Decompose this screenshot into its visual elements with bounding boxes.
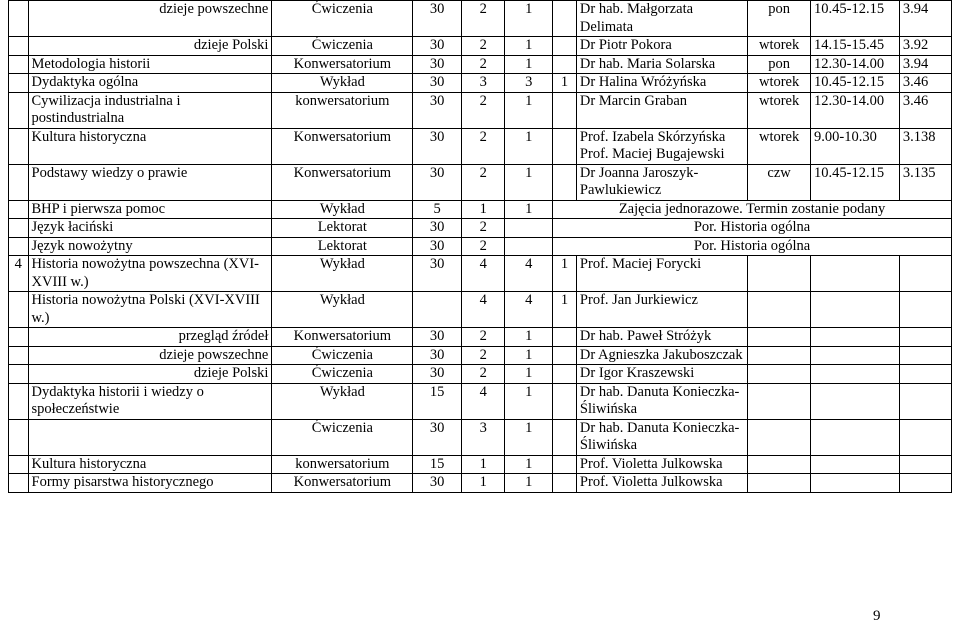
form-cell: Wykład [272,74,413,93]
table-row [9,92,952,128]
ects-cell: 1 [505,455,553,474]
hours-cell: 30 [413,237,462,256]
ects-cell: 1 [505,92,553,128]
teacher-cell: Dr Piotr Pokora [576,37,747,56]
table-row [9,237,952,256]
ects-cell: 1 [505,200,553,219]
form-cell: Wykład [272,200,413,219]
teacher-cell: Dr hab. Danuta Konieczka-Śliwińska [576,419,747,455]
table-row [9,474,952,493]
extra-cell [553,455,577,474]
room-cell: 3.94 [899,1,951,37]
table-row [9,55,952,74]
subject-cell: Cywilizacja industrialna i postindustrialna [28,92,272,128]
semester-cell: 3 [462,419,505,455]
table-row [9,383,952,419]
subject-cell: Kultura historyczna [28,128,272,164]
teacher-cell: Dr Halina Wróżyńska [576,74,747,93]
room-cell [899,328,951,347]
table-row [9,365,952,384]
row-number-cell [9,200,29,219]
row-number-cell [9,419,29,455]
room-cell [899,383,951,419]
time-cell [811,292,900,328]
day-cell: wtorek [748,92,811,128]
extra-cell [553,1,577,37]
course-schedule-table [8,0,952,493]
note-cell: Zajęcia jednorazowe. Termin zostanie podany [553,200,952,219]
ects-cell: 1 [505,328,553,347]
row-number-cell [9,383,29,419]
room-cell [899,256,951,292]
note-cell: Por. Historia ogólna [553,237,952,256]
table-row [9,455,952,474]
teacher-cell: Dr hab. Maria Solarska [576,55,747,74]
table-row [9,1,952,37]
form-cell: konwersatorium [272,92,413,128]
day-cell [748,256,811,292]
ects-cell: 1 [505,474,553,493]
form-cell: Wykład [272,383,413,419]
ects-cell: 4 [505,256,553,292]
time-cell: 14.15-15.45 [811,37,900,56]
semester-cell: 2 [462,365,505,384]
row-number-cell [9,365,29,384]
teacher-cell: Dr Marcin Graban [576,92,747,128]
semester-cell: 4 [462,383,505,419]
room-cell [899,419,951,455]
extra-cell: 1 [553,256,577,292]
table-row [9,346,952,365]
subject-cell: Historia nowożytna powszechna (XVI-XVIII w.) [28,256,272,292]
teacher-cell: Dr Igor Kraszewski [576,365,747,384]
teacher-cell: Prof. Violetta Julkowska [576,474,747,493]
hours-cell: 30 [413,55,462,74]
day-cell [748,346,811,365]
row-number-cell [9,219,29,238]
extra-cell [553,346,577,365]
extra-cell [553,474,577,493]
day-cell: czw [748,164,811,200]
subject-cell: Dydaktyka ogólna [28,74,272,93]
hours-cell: 30 [413,1,462,37]
subject-cell: dzieje Polski [28,365,272,384]
time-cell: 9.00-10.30 [811,128,900,164]
day-cell [748,328,811,347]
hours-cell: 30 [413,346,462,365]
table-row [9,328,952,347]
hours-cell: 30 [413,37,462,56]
subject-cell: Metodologia historii [28,55,272,74]
hours-cell: 30 [413,365,462,384]
extra-cell [553,37,577,56]
time-cell [811,455,900,474]
row-number-cell [9,1,29,37]
day-cell [748,474,811,493]
semester-cell: 2 [462,55,505,74]
time-cell: 12.30-14.00 [811,55,900,74]
row-number-cell [9,474,29,493]
time-cell [811,256,900,292]
semester-cell: 2 [462,219,505,238]
subject-cell: Historia nowożytna Polski (XVI-XVIII w.) [28,292,272,328]
teacher-cell: Prof. Jan Jurkiewicz [576,292,747,328]
day-cell: wtorek [748,128,811,164]
room-cell [899,365,951,384]
teacher-cell: Dr hab. Paweł Stróżyk [576,328,747,347]
time-cell: 12.30-14.00 [811,92,900,128]
room-cell [899,455,951,474]
subject-cell: dzieje powszechne [28,346,272,365]
semester-cell: 4 [462,292,505,328]
table-row [9,37,952,56]
extra-cell [553,55,577,74]
form-cell: Ćwiczenia [272,37,413,56]
room-cell: 3.94 [899,55,951,74]
form-cell: Lektorat [272,219,413,238]
room-cell: 3.138 [899,128,951,164]
page-number: 9 [873,608,881,624]
time-cell [811,474,900,493]
row-number-cell [9,455,29,474]
semester-cell: 4 [462,256,505,292]
day-cell [748,365,811,384]
day-cell [748,419,811,455]
form-cell: Wykład [272,292,413,328]
time-cell [811,346,900,365]
table-row [9,164,952,200]
subject-cell: Kultura historyczna [28,455,272,474]
subject-cell: Język łaciński [28,219,272,238]
form-cell: Konwersatorium [272,55,413,74]
semester-cell: 1 [462,200,505,219]
semester-cell: 2 [462,37,505,56]
teacher-cell: Dr hab. Małgorzata Delimata [576,1,747,37]
hours-cell: 15 [413,383,462,419]
extra-cell [553,419,577,455]
extra-cell: 1 [553,74,577,93]
extra-cell [553,365,577,384]
ects-cell: 1 [505,346,553,365]
row-number-cell: 4 [9,256,29,292]
time-cell [811,328,900,347]
hours-cell: 30 [413,164,462,200]
ects-cell: 1 [505,419,553,455]
time-cell: 10.45-12.15 [811,1,900,37]
room-cell: 3.92 [899,37,951,56]
table-row [9,419,952,455]
table-row [9,256,952,292]
row-number-cell [9,328,29,347]
ects-cell: 3 [505,74,553,93]
room-cell [899,346,951,365]
form-cell: Konwersatorium [272,164,413,200]
row-number-cell [9,92,29,128]
hours-cell: 30 [413,219,462,238]
teacher-cell: Prof. Maciej Forycki [576,256,747,292]
ects-cell: 1 [505,1,553,37]
semester-cell: 1 [462,455,505,474]
form-cell: Konwersatorium [272,474,413,493]
time-cell [811,419,900,455]
time-cell [811,383,900,419]
day-cell [748,383,811,419]
ects-cell [505,219,553,238]
day-cell: wtorek [748,37,811,56]
subject-cell [28,419,272,455]
semester-cell: 1 [462,474,505,493]
subject-cell: dzieje powszechne [28,1,272,37]
row-number-cell [9,74,29,93]
hours-cell: 15 [413,455,462,474]
subject-cell: Dydaktyka historii i wiedzy o społeczeństwie [28,383,272,419]
teacher-cell: Dr Joanna Jaroszyk-Pawlukiewicz [576,164,747,200]
form-cell: Ćwiczenia [272,419,413,455]
table-row [9,128,952,164]
teacher-cell: Dr hab. Danuta Konieczka-Śliwińska [576,383,747,419]
note-cell: Por. Historia ogólna [553,219,952,238]
form-cell: Ćwiczenia [272,346,413,365]
extra-cell [553,383,577,419]
hours-cell [413,292,462,328]
teacher-cell: Prof. Violetta Julkowska [576,455,747,474]
room-cell: 3.46 [899,74,951,93]
semester-cell: 2 [462,346,505,365]
subject-cell: BHP i pierwsza pomoc [28,200,272,219]
hours-cell: 5 [413,200,462,219]
subject-cell: przegląd źródeł [28,328,272,347]
hours-cell: 30 [413,74,462,93]
subject-cell: Język nowożytny [28,237,272,256]
hours-cell: 30 [413,328,462,347]
subject-cell: Formy pisarstwa historycznego [28,474,272,493]
table-row [9,200,952,219]
ects-cell: 4 [505,292,553,328]
form-cell: Konwersatorium [272,328,413,347]
ects-cell: 1 [505,128,553,164]
row-number-cell [9,164,29,200]
semester-cell: 2 [462,1,505,37]
hours-cell: 30 [413,92,462,128]
teacher-cell: Prof. Izabela Skórzyńska Prof. Maciej Bugajewski [576,128,747,164]
row-number-cell [9,346,29,365]
form-cell: Wykład [272,256,413,292]
room-cell: 3.135 [899,164,951,200]
day-cell [748,292,811,328]
day-cell: pon [748,55,811,74]
ects-cell [505,237,553,256]
row-number-cell [9,292,29,328]
room-cell [899,474,951,493]
semester-cell: 2 [462,92,505,128]
form-cell: Ćwiczenia [272,1,413,37]
form-cell: konwersatorium [272,455,413,474]
semester-cell: 2 [462,164,505,200]
semester-cell: 3 [462,74,505,93]
extra-cell: 1 [553,292,577,328]
day-cell: wtorek [748,74,811,93]
hours-cell: 30 [413,128,462,164]
semester-cell: 2 [462,128,505,164]
ects-cell: 1 [505,55,553,74]
room-cell [899,292,951,328]
row-number-cell [9,237,29,256]
time-cell: 10.45-12.15 [811,164,900,200]
hours-cell: 30 [413,256,462,292]
form-cell: Lektorat [272,237,413,256]
hours-cell: 30 [413,474,462,493]
extra-cell [553,128,577,164]
row-number-cell [9,128,29,164]
table-row [9,74,952,93]
ects-cell: 1 [505,383,553,419]
subject-cell: Podstawy wiedzy o prawie [28,164,272,200]
semester-cell: 2 [462,328,505,347]
time-cell [811,365,900,384]
table-row [9,219,952,238]
teacher-cell: Dr Agnieszka Jakuboszczak [576,346,747,365]
semester-cell: 2 [462,237,505,256]
hours-cell: 30 [413,419,462,455]
extra-cell [553,328,577,347]
subject-cell: dzieje Polski [28,37,272,56]
form-cell: Ćwiczenia [272,365,413,384]
day-cell: pon [748,1,811,37]
room-cell: 3.46 [899,92,951,128]
ects-cell: 1 [505,365,553,384]
table-row [9,292,952,328]
day-cell [748,455,811,474]
extra-cell [553,164,577,200]
form-cell: Konwersatorium [272,128,413,164]
extra-cell [553,92,577,128]
row-number-cell [9,55,29,74]
ects-cell: 1 [505,37,553,56]
time-cell: 10.45-12.15 [811,74,900,93]
ects-cell: 1 [505,164,553,200]
row-number-cell [9,37,29,56]
